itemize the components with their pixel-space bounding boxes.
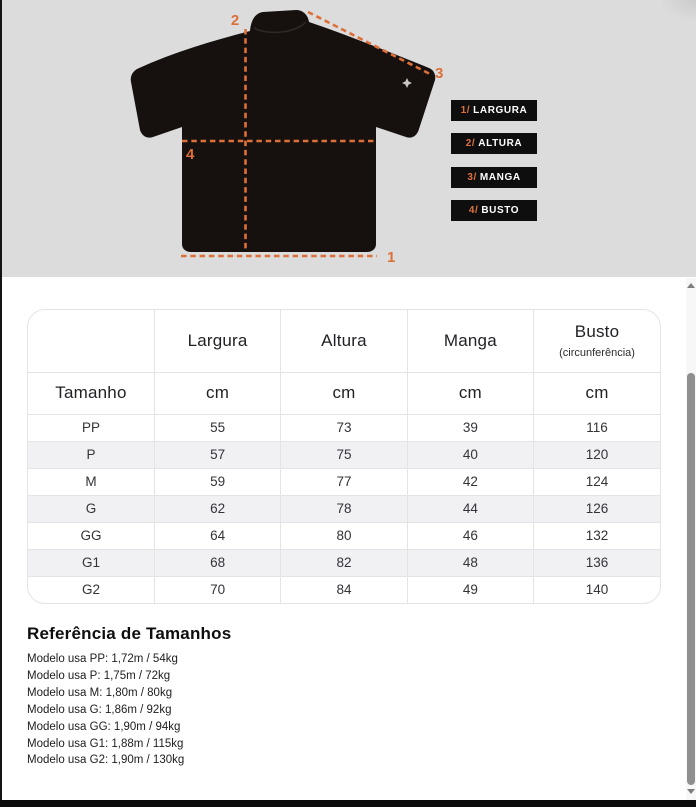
header-empty	[28, 310, 154, 372]
manga-cell: 40	[407, 441, 533, 468]
manga-cell: 39	[407, 414, 533, 441]
manga-cell: 49	[407, 576, 533, 603]
header-largura: Largura	[154, 310, 280, 372]
reference-title: Referência de Tamanhos	[27, 624, 232, 643]
size-table-container	[27, 309, 661, 604]
size-cell: G2	[28, 576, 154, 603]
legend-num: 1/	[460, 105, 471, 116]
busto-cell: 140	[585, 582, 609, 598]
table-row-g1	[28, 549, 660, 576]
busto-cell: 132	[534, 522, 660, 549]
scroll-down-arrow-icon[interactable]	[687, 789, 695, 794]
legend-item-largura	[451, 100, 537, 121]
legend-item-busto	[451, 200, 537, 221]
table-row-g2	[28, 576, 660, 603]
altura-cell: 80	[281, 522, 407, 549]
marker-3: 3	[435, 65, 444, 82]
busto-cell: 124	[534, 468, 660, 495]
vertical-scrollbar[interactable]	[686, 278, 696, 800]
size-cell: PP	[28, 414, 154, 441]
header-manga: Manga	[407, 310, 533, 372]
manga-cell: 42	[407, 468, 533, 495]
subheader-unit: cm	[407, 372, 533, 414]
manga-cell: 48	[407, 549, 533, 576]
busto-cell: 116	[534, 414, 660, 441]
shirt-diagram	[2, 0, 696, 277]
size-cell: GG	[28, 522, 154, 549]
manga-cell: 44	[407, 495, 533, 522]
header-busto-title: Busto	[574, 322, 620, 342]
largura-cell: 62	[154, 495, 280, 522]
header-altura: Altura	[281, 310, 407, 372]
subheader-unit: cm	[154, 372, 280, 414]
legend-label: MANGA	[479, 172, 521, 183]
largura-cell: 59	[154, 468, 280, 495]
header-busto	[534, 310, 660, 372]
legend-num: 2/	[465, 138, 476, 149]
altura-cell: 78	[281, 495, 407, 522]
busto-cell: 136	[534, 549, 660, 576]
table-row-p	[28, 441, 660, 468]
scroll-up-arrow-icon[interactable]	[687, 283, 695, 288]
legend-num: 3/	[467, 172, 477, 183]
table-row-gg	[28, 522, 660, 549]
reference-line: Modelo usa G: 1,86m / 92kg	[27, 703, 172, 716]
largura-cell: 70	[154, 576, 280, 603]
size-cell: G1	[28, 549, 154, 576]
reference-line: Modelo usa G1: 1,88m / 115kg	[27, 737, 184, 750]
size-table	[28, 310, 660, 603]
size-cell: M	[28, 468, 154, 495]
scrollbar-thumb[interactable]	[687, 373, 695, 785]
size-reference-section	[27, 624, 231, 769]
shirt-diagram-panel	[2, 0, 696, 277]
subheader-tamanho: Tamanho	[28, 372, 154, 414]
tshirt-silhouette	[131, 10, 436, 252]
marker-1: 1	[387, 249, 396, 266]
header-busto-note: (circunferência)	[559, 347, 635, 360]
legend-label: LARGURA	[473, 105, 528, 116]
measure-legend	[451, 0, 541, 277]
reference-line: Modelo usa M: 1,80m / 80kg	[27, 686, 173, 699]
reference-line: Modelo usa G2: 1,90m / 130kg	[27, 754, 185, 767]
legend-label: ALTURA	[478, 138, 523, 149]
legend-label: BUSTO	[481, 205, 520, 216]
reference-line: Modelo usa P: 1,75m / 72kg	[27, 669, 171, 682]
legend-item-altura	[451, 133, 537, 154]
altura-cell: 84	[281, 576, 407, 603]
altura-cell: 73	[281, 414, 407, 441]
table-subheader-row	[28, 372, 660, 414]
altura-cell: 82	[281, 549, 407, 576]
legend-num: 4/	[468, 205, 479, 216]
size-cell: G	[28, 495, 154, 522]
table-row-m	[28, 468, 660, 495]
altura-cell: 77	[281, 468, 407, 495]
reference-line: Modelo usa GG: 1,90m / 94kg	[27, 720, 181, 733]
largura-cell: 68	[154, 549, 280, 576]
largura-cell: 64	[154, 522, 280, 549]
reference-line: Modelo usa PP: 1,72m / 54kg	[27, 653, 178, 665]
largura-cell: 57	[154, 441, 280, 468]
marker-2: 2	[230, 12, 240, 29]
busto-cell: 120	[534, 441, 660, 468]
page-bottom-border	[0, 800, 696, 807]
subheader-unit: cm	[534, 372, 660, 414]
busto-cell: 126	[534, 495, 660, 522]
table-row-g	[28, 495, 660, 522]
subheader-unit: cm	[281, 372, 407, 414]
legend-item-manga	[451, 167, 537, 188]
marker-4: 4	[186, 146, 195, 163]
manga-cell: 46	[407, 522, 533, 549]
page-left-border	[0, 0, 2, 807]
table-header-row	[28, 310, 660, 372]
altura-cell: 75	[281, 441, 407, 468]
size-cell: P	[28, 441, 154, 468]
table-row-pp	[28, 414, 660, 441]
largura-cell: 55	[154, 414, 280, 441]
